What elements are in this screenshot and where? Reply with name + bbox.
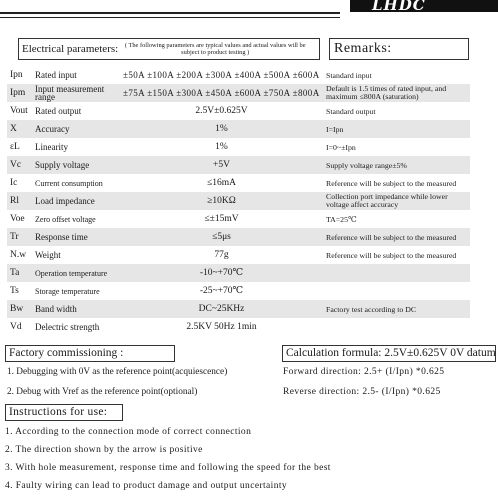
row-value: 77g (214, 249, 229, 260)
row-value: 2.5KV 50Hz 1min (186, 321, 257, 332)
factory-commissioning-title: Factory commissioning : (5, 345, 175, 362)
row-value: ±50A ±100A ±200A ±300A ±400A ±500A ±600A (123, 69, 320, 80)
row-parameter: Rated input (35, 69, 77, 80)
table-row (7, 84, 470, 102)
table-row (7, 192, 470, 210)
table-row (7, 174, 470, 192)
row-parameter: Band width (34, 300, 121, 318)
brand-logo: LHDC (350, 0, 498, 12)
row-value: DC~25KHz (121, 300, 322, 318)
table-row (7, 66, 470, 84)
spec-table (7, 66, 470, 336)
row-symbol: Rl (7, 192, 34, 210)
row-remark (322, 264, 470, 282)
row-value: -25~+70℃ (199, 285, 244, 296)
table-row (7, 264, 470, 282)
row-symbol: Ipm (7, 84, 34, 102)
row-value: 1% (215, 141, 228, 152)
row-value: 2.5V±0.625V (195, 105, 248, 116)
row-value: ±75A ±150A ±300A ±450A ±600A ±750A ±800A (121, 84, 322, 102)
row-symbol: Ta (7, 264, 34, 282)
row-value: ≤16mA (207, 177, 236, 188)
row-remark: Supply voltage range±5% (322, 156, 470, 174)
factory-item-optional: 2. Debug with Vref as the reference point(optional) (7, 387, 198, 397)
row-remark (322, 282, 470, 300)
row-value: -10~+70℃ (121, 264, 322, 282)
table-row (7, 318, 470, 336)
table-row (7, 138, 470, 156)
row-symbol: X (7, 120, 34, 138)
row-symbol: Voe (10, 213, 25, 224)
table-row (7, 300, 470, 318)
row-parameter: Current consumption (35, 178, 103, 188)
instructions-title: Instructions for use: (5, 404, 123, 421)
row-remark: Reference will be subject to the measured (326, 178, 457, 188)
electrical-parameters-header (18, 38, 320, 60)
row-parameter: Supply voltage (34, 156, 121, 174)
row-parameter: Zero offset voltage (35, 214, 96, 224)
row-remark: Standard input (326, 70, 372, 80)
row-symbol: Vout (10, 105, 28, 116)
row-parameter: Weight (35, 249, 61, 260)
table-row (7, 156, 470, 174)
row-symbol: Ts (10, 285, 19, 296)
row-parameter: Load impedance (34, 192, 121, 210)
row-remark: Reference will be subject to the measured (322, 228, 470, 246)
row-value: 1% (121, 120, 322, 138)
row-remark: Standard output (326, 106, 376, 116)
table-row (7, 246, 470, 264)
row-value: ≥10KΩ (121, 192, 322, 210)
row-parameter: Response time (34, 228, 121, 246)
electrical-parameters-note: ( The following parameters are typical values and actual values will be subject to product testing ) (124, 42, 306, 56)
instruction-item: 3. With hole measurement, response time and following the speed for the best (5, 463, 331, 473)
header-rule-thin (0, 17, 340, 18)
row-remark (322, 318, 470, 336)
header-rule (0, 12, 340, 14)
row-parameter: Delectric strength (35, 321, 100, 332)
row-remark: I=0~±Ipn (326, 142, 356, 152)
row-remark: Factory test according to DC (322, 300, 470, 318)
row-symbol: Ipn (10, 69, 23, 80)
row-parameter: Accuracy (34, 120, 121, 138)
header-strip (0, 0, 498, 30)
row-symbol: εL (10, 141, 20, 152)
row-remark: Default is 1.5 times of rated input, and maximum ≤800A (saturation) (322, 84, 470, 102)
forward-direction-formula: Forward direction: 2.5+ (I/Ipn) *0.625 (283, 367, 445, 377)
table-row (7, 102, 470, 120)
row-symbol: Vc (7, 156, 34, 174)
remarks-header: Remarks: (329, 38, 469, 60)
row-symbol: Ic (10, 177, 18, 188)
row-symbol: Bw (7, 300, 34, 318)
table-row (7, 210, 470, 228)
reverse-direction-formula: Reverse direction: 2.5- (I/Ipn) *0.625 (283, 387, 441, 397)
table-row (7, 120, 470, 138)
instruction-item: 1. According to the connection mode of correct connection (5, 427, 252, 437)
row-parameter: Storage temperature (35, 286, 100, 296)
row-parameter: Operation temperature (34, 264, 121, 282)
table-row (7, 282, 470, 300)
row-symbol: N.w (10, 249, 27, 260)
electrical-parameters-title: Electrical parameters: (22, 43, 119, 55)
row-value: ≤±15mV (204, 213, 239, 224)
factory-item-default: 1. Debugging with 0V as the reference point(acquiescence) (7, 367, 228, 377)
row-parameter: Input measurement range (34, 84, 121, 102)
row-remark: Collection port impedance while lower voltage affect accuracy (322, 192, 470, 210)
row-parameter: Linearity (35, 141, 68, 152)
row-symbol: Vd (10, 321, 22, 332)
row-value: ≤5μs (121, 228, 322, 246)
instruction-item: 2. The direction shown by the arrow is positive (5, 445, 203, 455)
instruction-item: 4. Faulty wiring can lead to product damage and output uncertainty (5, 481, 288, 491)
row-value: +5V (121, 156, 322, 174)
row-remark: TA=25℃ (326, 214, 357, 224)
calculation-formula-title: Calculation formula: 2.5V±0.625V 0V datum (282, 345, 496, 362)
row-remark: Reference will be subject to the measured (326, 250, 457, 260)
row-parameter: Rated output (35, 105, 82, 116)
row-symbol: Tr (7, 228, 34, 246)
table-row (7, 228, 470, 246)
row-remark: I=Ipn (322, 120, 470, 138)
